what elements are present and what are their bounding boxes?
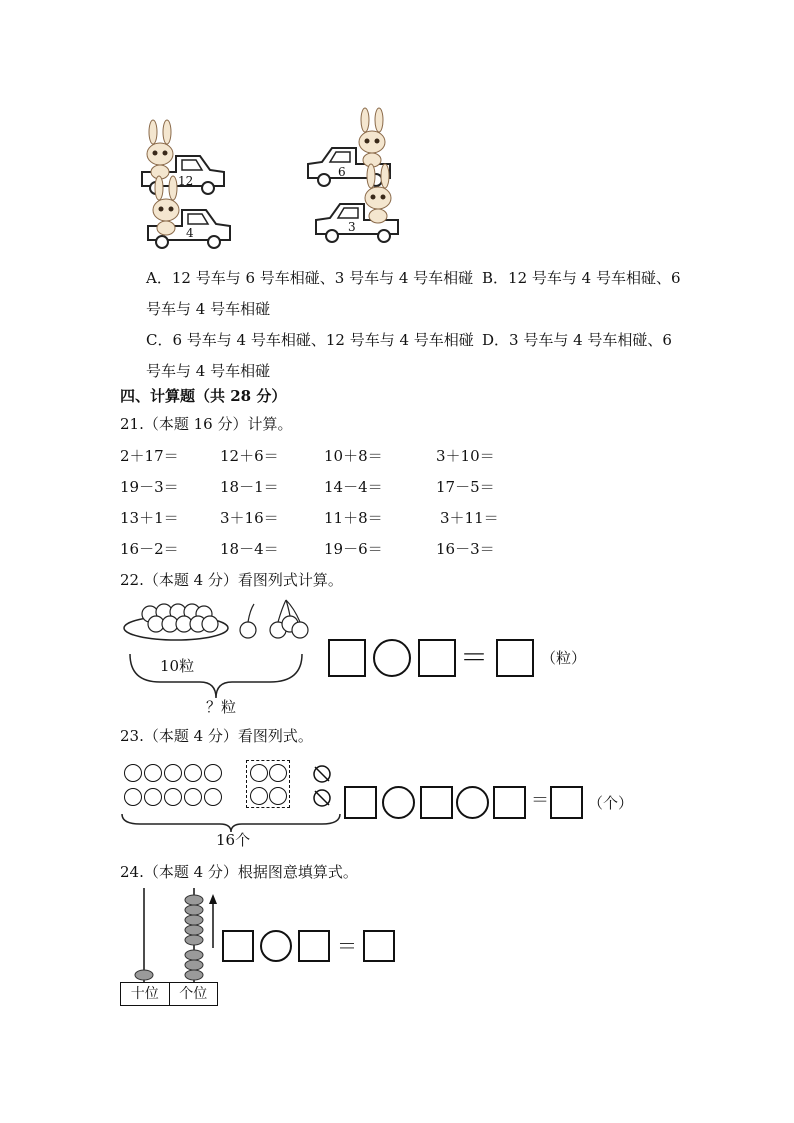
counter-circle — [269, 787, 287, 805]
q21-item: 2＋17＝ — [120, 447, 179, 465]
crossed-circle-icon — [312, 764, 332, 784]
option-d-continued: 号车与 4 号车相碰 — [146, 362, 271, 380]
operator-circle[interactable] — [260, 930, 292, 962]
truck-12-number: 12 — [178, 174, 194, 188]
q23-title: 23.（本题 4 分）看图列式。 — [120, 727, 313, 745]
answer-box[interactable] — [496, 639, 534, 677]
option-a: A．12 号车与 6 号车相碰、3 号车与 4 号车相碰 — [146, 269, 474, 287]
q21-item: 18－4＝ — [220, 540, 279, 558]
q22-total-label: ？粒 — [206, 698, 237, 716]
counter-circle — [204, 764, 222, 782]
q21-item: 19－3＝ — [120, 478, 179, 496]
unit-label: （个） — [588, 794, 634, 812]
answer-box[interactable] — [420, 786, 453, 819]
counter-circle — [184, 764, 202, 782]
truck-4-number: 4 — [186, 226, 194, 240]
q21-item: 12＋6＝ — [220, 447, 279, 465]
q21-item: 13＋1＝ — [120, 509, 179, 527]
crossed-circle-icon — [312, 788, 332, 808]
counter-circle — [124, 764, 142, 782]
total-brace — [120, 812, 342, 832]
truck-3-number: 3 — [348, 220, 356, 234]
abacus-image — [120, 886, 220, 986]
q21-item: 17－5＝ — [436, 478, 495, 496]
counter-circle — [250, 764, 268, 782]
counter-circle — [124, 788, 142, 806]
equals-sign: ＝ — [531, 790, 549, 811]
option-b: B．12 号车与 4 号车相碰、6 — [482, 269, 681, 287]
equals-sign: ＝ — [337, 934, 357, 958]
section-title: 四、计算题（共 28 分） — [120, 387, 287, 405]
counter-circle — [184, 788, 202, 806]
answer-box[interactable] — [222, 930, 254, 962]
q22-title: 22.（本题 4 分）看图列式计算。 — [120, 571, 343, 589]
rabbit-icon — [140, 120, 180, 180]
answer-box[interactable] — [493, 786, 526, 819]
q21-item: 3＋16＝ — [220, 509, 279, 527]
answer-box[interactable] — [550, 786, 583, 819]
q22-plate-label: 10粒 — [160, 657, 195, 675]
counter-circle — [164, 788, 182, 806]
option-c: C．6 号车与 4 号车相碰、12 号车与 4 号车相碰 — [146, 331, 474, 349]
rabbit-icon — [358, 164, 398, 224]
answer-box[interactable] — [344, 786, 377, 819]
counter-circle — [250, 787, 268, 805]
counter-circle — [144, 788, 162, 806]
q21-item: 10＋8＝ — [324, 447, 383, 465]
q21-item: 19－6＝ — [324, 540, 383, 558]
q23-total-label: 16个 — [216, 831, 251, 849]
operator-circle[interactable] — [373, 639, 411, 677]
unit-label: （粒） — [541, 649, 587, 667]
counter-circle — [144, 764, 162, 782]
rabbit-icon — [146, 176, 186, 236]
q21-item: 3＋11＝ — [440, 509, 499, 527]
q21-item: 16－3＝ — [436, 540, 495, 558]
q21-item: 18－1＝ — [220, 478, 279, 496]
answer-box[interactable] — [363, 930, 395, 962]
q21-title: 21.（本题 16 分）计算。 — [120, 415, 293, 433]
option-d: D．3 号车与 4 号车相碰、6 — [482, 331, 672, 349]
q21-item: 14－4＝ — [324, 478, 383, 496]
truck-6-number: 6 — [338, 165, 346, 179]
operator-circle[interactable] — [382, 786, 415, 819]
rabbit-icon — [352, 108, 392, 168]
answer-box[interactable] — [328, 639, 366, 677]
q21-item: 11＋8＝ — [324, 509, 383, 527]
counter-circle — [269, 764, 287, 782]
counter-circle — [164, 764, 182, 782]
q21-item: 16－2＝ — [120, 540, 179, 558]
answer-box[interactable] — [298, 930, 330, 962]
q21-item: 3＋10＝ — [436, 447, 495, 465]
counter-circle — [204, 788, 222, 806]
answer-box[interactable] — [418, 639, 456, 677]
q24-title: 24.（本题 4 分）根据图意填算式。 — [120, 863, 358, 881]
equals-sign: ＝ — [460, 641, 489, 674]
ones-label: 个位 — [179, 986, 208, 1002]
operator-circle[interactable] — [456, 786, 489, 819]
place-value-table — [120, 982, 218, 1006]
option-b-continued: 号车与 4 号车相碰 — [146, 300, 271, 318]
tens-label: 十位 — [121, 983, 170, 1005]
